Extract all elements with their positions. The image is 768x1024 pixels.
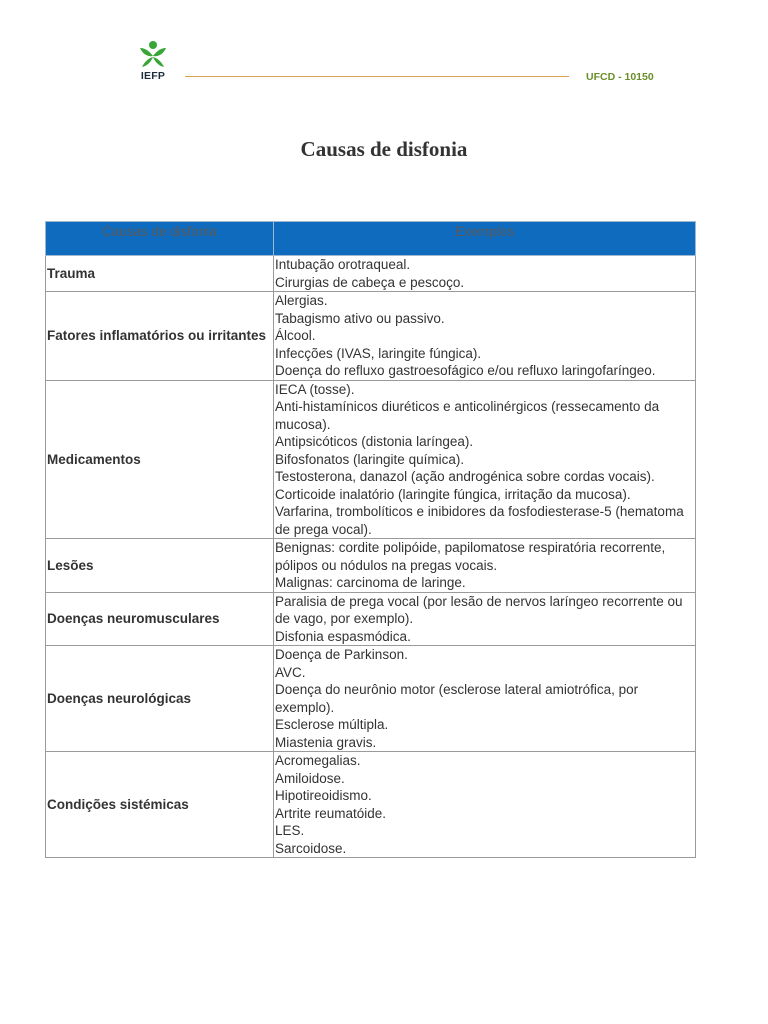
logo-text: IEFP [140, 70, 166, 82]
example-item: IECA (tosse). [275, 381, 355, 397]
examples-cell [274, 256, 696, 292]
example-item: Bifosfonatos (laringite química). [275, 451, 465, 467]
table-row [46, 752, 696, 858]
example-item: Malignas: carcinoma de laringe. [275, 575, 466, 590]
cause-cell: Doenças neurológicas [46, 646, 274, 752]
example-item: Intubação orotraqueal. [275, 257, 411, 272]
example-item: Miastenia gravis. [275, 734, 377, 750]
table-header-row [46, 222, 696, 256]
example-item: Álcool. [275, 328, 316, 343]
example-item: Tabagismo ativo ou passivo. [275, 310, 445, 326]
cause-cell: Medicamentos [46, 380, 274, 539]
example-item: Hipotireoidismo. [275, 788, 372, 803]
iefp-logo-icon [128, 40, 178, 70]
example-item: Doença do refluxo gastroesofágico e/ou refluxo laringofaríngeo. [275, 363, 656, 378]
example-item: Alergias. [275, 293, 328, 308]
example-item: Benignas: cordite polipóide, papilomatose respiratória recorrente, pólipos ou nódulos na pregas vocais. [275, 540, 666, 573]
table-row [46, 539, 696, 593]
table-row [46, 592, 696, 646]
example-item: Corticoide inalatório (laringite fúngica, irritação da mucosa). [275, 486, 631, 502]
page-title: Causas de disfonia [300, 137, 468, 161]
example-item: Varfarina, trombolíticos e inibidores da fosfodiesterase-5 (hematoma de prega vocal). [275, 504, 684, 537]
example-item: Sarcoidose. [275, 840, 347, 856]
page-header [0, 0, 768, 100]
example-item: Amiloidose. [275, 770, 345, 786]
example-item: Doença do neurônio motor (esclerose lateral amiotrófica, por exemplo). [275, 682, 639, 715]
example-item: Cirurgias de cabeça e pescoço. [275, 274, 465, 290]
example-item: Anti-histamínicos diuréticos e anticolinérgicos (ressecamento da mucosa). [275, 399, 660, 432]
cause-cell: Lesões [46, 539, 274, 593]
examples-cell [274, 380, 696, 539]
table-row [46, 292, 696, 381]
iefp-logo [128, 40, 178, 84]
example-item: Antipsicóticos (distonia laríngea). [275, 434, 474, 449]
examples-cell [274, 752, 696, 858]
cause-cell: Trauma [46, 256, 274, 292]
table-row [46, 256, 696, 292]
column-header-examples: Exemplos [274, 222, 696, 256]
examples-cell [274, 292, 696, 381]
cause-cell: Condições sistémicas [46, 752, 274, 858]
causes-table [45, 221, 696, 858]
examples-cell [274, 539, 696, 593]
example-item: Doença de Parkinson. [275, 647, 408, 662]
example-item: Acromegalias. [275, 753, 361, 768]
example-item: LES. [275, 823, 305, 838]
example-item: AVC. [275, 664, 306, 680]
example-item: Paralisia de prega vocal (por lesão de nervos laríngeo recorrente ou de vago, por exemplo). [275, 593, 683, 626]
example-item: Infecções (IVAS, laringite fúngica). [275, 345, 482, 361]
table-body [46, 256, 696, 858]
example-item: Testosterona, danazol (ação androgénica sobre cordas vocais). [275, 469, 655, 484]
cause-cell: Fatores inflamatórios ou irritantes [46, 292, 274, 381]
cause-cell: Doenças neuromusculares [46, 592, 274, 646]
table-row [46, 380, 696, 539]
table-row [46, 646, 696, 752]
examples-cell [274, 646, 696, 752]
examples-cell [274, 592, 696, 646]
course-code: UFCD - 10150 [586, 71, 654, 83]
column-header-causes: Causas de disfonia [46, 222, 274, 256]
header-divider [185, 76, 569, 77]
example-item: Disfonia espasmódica. [275, 628, 411, 644]
example-item: Esclerose múltipla. [275, 717, 389, 732]
example-item: Artrite reumatóide. [275, 805, 387, 821]
